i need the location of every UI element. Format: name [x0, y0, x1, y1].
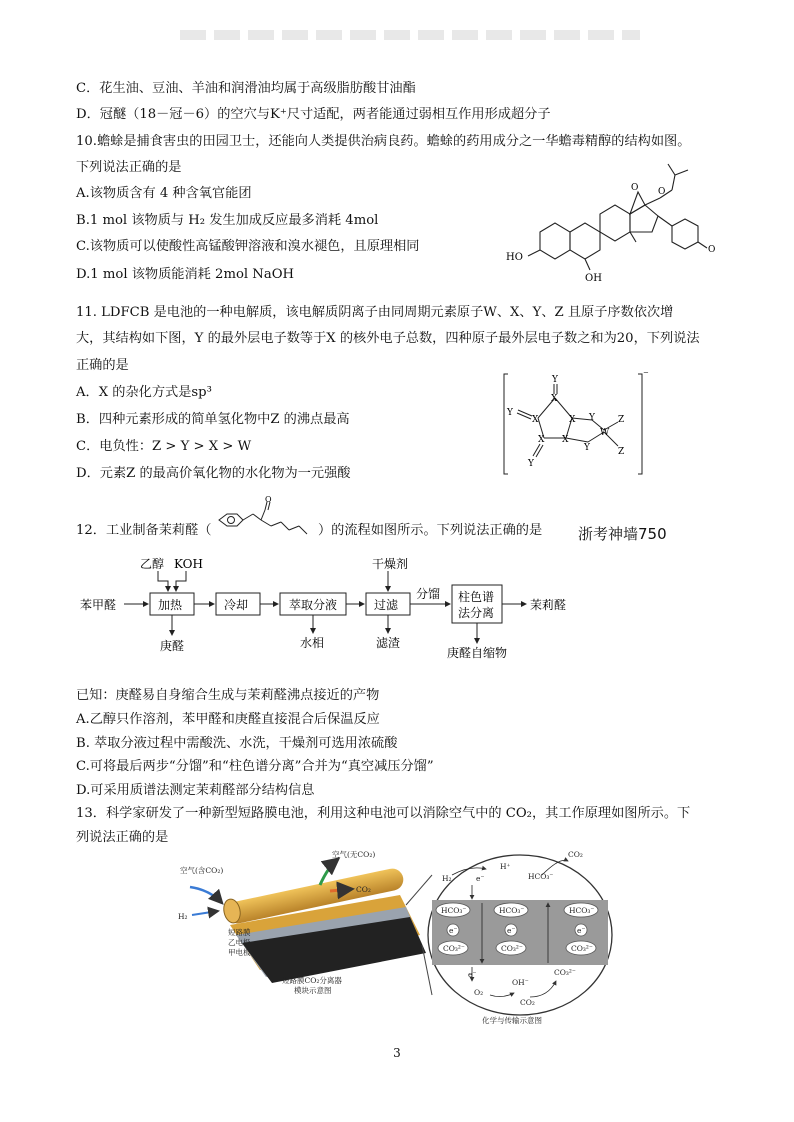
q12-option-a: A.乙醇只作溶剂，苯甲醛和庚醛直接混合后保温反应 [76, 712, 380, 727]
mol-ho-label: HO [506, 252, 523, 263]
fig-module-caption-1: 短路膜CO₂分离器 [282, 976, 342, 985]
fig-co3-bottom: CO₃²⁻ [554, 968, 576, 977]
q11-stem-line2: 大，其结构如下图，Y 的最外层电子数等于X 的核外电子总数，四种原子最外层电子数之和为20，下列说法 [76, 331, 700, 346]
mol-o-label-1: O [631, 183, 639, 193]
q10-option-a: A.该物质含有 4 种含氧官能团 [76, 186, 252, 201]
q11-stem-line1: 11. LDFCB 是电池的一种电解质，该电解质阴离子由同周期元素原子W、X、Y、Z 且原子序数依次增 [76, 305, 674, 320]
atom-y-w1: Y [589, 413, 595, 423]
faded-header [180, 30, 640, 40]
q10-stem-line2: 下列说法正确的是 [76, 160, 182, 175]
q12-stem-post: ）的流程如图所示。下列说法正确的是 [318, 523, 543, 538]
q10-stem-line1: 10.蟾蜍是捕食害虫的田园卫士，还能向人类提供治病良药。蟾蜍的药用成分之一华蟾毒精醇的结构如图。 [76, 134, 691, 149]
fig-co2-out: CO₂ [356, 885, 371, 894]
q12-stem-pre: 12．工业制备茉莉醛（ [76, 523, 212, 538]
q13-battery-figure [170, 845, 620, 1025]
q11-option-a: A．X 的杂化方式是sp³ [76, 385, 212, 400]
q11-option-d: D．元素Z 的最高价氧化物的水化物为一元强酸 [76, 466, 351, 481]
fig-hco3-1: HCO₃⁻ [441, 906, 467, 915]
q13-stem-line1: 13．科学家研发了一种新型短路膜电池，利用这种电池可以消除空气中的 CO₂，其工作原理如图所示。下 [76, 806, 691, 821]
flow-heptanal: 庚醛 [160, 639, 185, 653]
flow-fractionate: 分馏 [416, 587, 441, 601]
q12-option-b: B. 萃取分液过程中需酸洗、水洗，干燥剂可选用浓硫酸 [76, 736, 398, 751]
fig-hplus: H⁺ [500, 862, 511, 871]
atom-x-top: X [551, 394, 558, 404]
fig-o2: O₂ [474, 988, 484, 997]
fig-e-2: e⁻ [507, 926, 516, 935]
q10-molecule-figure [500, 160, 730, 285]
q12-option-c: C.可将最后两步“分馏”和“柱色谱分离”合并为“真空减压分馏” [76, 759, 434, 774]
fig-ohminus: OH⁻ [512, 978, 529, 987]
fig-co3-2: CO₃²⁻ [501, 944, 523, 953]
atom-y-left: Y [507, 408, 513, 418]
anion-charge: ⁻ [643, 370, 649, 381]
atom-w: W [600, 428, 610, 438]
fig-h2-in: H₂ [178, 912, 188, 921]
q9-option-d: D．冠醚（18－冠－6）的空穴与K⁺尺寸适配，两者能通过弱相互作用形成超分子 [76, 107, 551, 122]
q10-option-c: C.该物质可以使酸性高锰酸钾溶液和溴水褪色，且原理相同 [76, 239, 420, 254]
page-number: 3 [393, 1046, 401, 1060]
q12-flowchart [80, 555, 600, 665]
q10-option-d: D.1 mol 该物质能消耗 2mol NaOH [76, 267, 295, 282]
fig-co2-top: CO₂ [568, 850, 583, 859]
q11-anion-structure [500, 370, 650, 480]
q11-option-c: C．电负性：Z > Y > X > W [76, 439, 252, 454]
q9-option-c: C．花生油、豆油、羊油和润滑油均属于高级脂肪酸甘油酯 [76, 81, 416, 96]
fig-co3-3: CO₃²⁻ [571, 944, 593, 953]
atom-y-bottom: Y [528, 459, 534, 469]
fig-hco3-2: HCO₃⁻ [499, 906, 525, 915]
q12-option-d: D.可采用质谱法测定茉莉醛部分结构信息 [76, 783, 315, 798]
q11-stem-line3: 正确的是 [76, 358, 129, 373]
atom-x-right: X [569, 415, 576, 425]
fig-hco3-3: HCO₃⁻ [569, 906, 595, 915]
fig-e-bottom: e⁻ [468, 970, 477, 979]
fig-module-caption-2: 模块示意图 [294, 986, 332, 995]
flow-cool: 冷却 [224, 598, 249, 612]
flow-heat: 加热 [158, 598, 183, 612]
flow-selfcond: 庚醛自缩物 [447, 646, 508, 660]
atom-x-left: X [532, 415, 539, 425]
fig-e-3: e⁻ [577, 926, 586, 935]
flow-aqueous: 水相 [300, 636, 325, 650]
mol-o-label-2: O [658, 187, 666, 197]
fig-hco3-top: HCO₃⁻ [528, 872, 554, 881]
fig-e-1: e⁻ [449, 926, 458, 935]
fig-air-in: 空气(含CO₂) [180, 866, 224, 875]
flow-extract: 萃取分液 [289, 598, 338, 612]
flow-chrom-line1: 柱色谱 [458, 590, 495, 604]
fig-h2-detail: H₂ [442, 874, 452, 883]
fig-co2-bottom: CO₂ [520, 998, 535, 1007]
flow-chrom-line2: 法分离 [458, 606, 495, 620]
q10-option-b: B.1 mol 该物质与 H₂ 发生加成反应最多消耗 4mol [76, 213, 379, 228]
q11-option-b: B．四种元素形成的简单氢化物中Z 的沸点最高 [76, 412, 350, 427]
fig-co3-1: CO₃²⁻ [443, 944, 465, 953]
watermark: 浙考神墙750 [578, 525, 667, 543]
atom-x-bottomleft: X [538, 435, 545, 445]
flow-benzaldehyde: 苯甲醛 [80, 598, 117, 612]
flow-koh: KOH [174, 557, 203, 571]
jasmin-o-label: O [265, 496, 272, 504]
fig-membrane-label: 短路膜 [228, 928, 251, 937]
jasminaldehyde-structure [213, 496, 313, 540]
flow-ethanol: 乙醇 [140, 557, 165, 571]
atom-y-top: Y [552, 375, 558, 385]
atom-z1: Z [618, 415, 625, 425]
mol-oh-label: OH [585, 273, 602, 284]
q13-stem-line2: 列说法正确的是 [76, 830, 169, 845]
atom-z2: Z [618, 447, 625, 457]
fig-transport-caption: 化学与传输示意图 [482, 1016, 542, 1025]
atom-y-w2: Y [584, 443, 590, 453]
flow-product: 茉莉醛 [530, 598, 567, 612]
fig-e-top: e⁻ [476, 874, 485, 883]
fig-elec-a-label: 甲电极 [228, 948, 251, 957]
flow-dryer: 干燥剂 [372, 557, 409, 571]
mol-o-label-3: O [708, 245, 716, 255]
atom-x-bottomright: X [562, 435, 569, 445]
flow-residue: 滤渣 [376, 636, 401, 650]
fig-elec-b-label: 乙电极 [228, 938, 251, 947]
flow-filter: 过滤 [374, 598, 399, 612]
fig-air-out: 空气(无CO₂) [332, 850, 376, 859]
q12-known: 已知：庚醛易自身缩合生成与茉莉醛沸点接近的产物 [76, 688, 380, 703]
